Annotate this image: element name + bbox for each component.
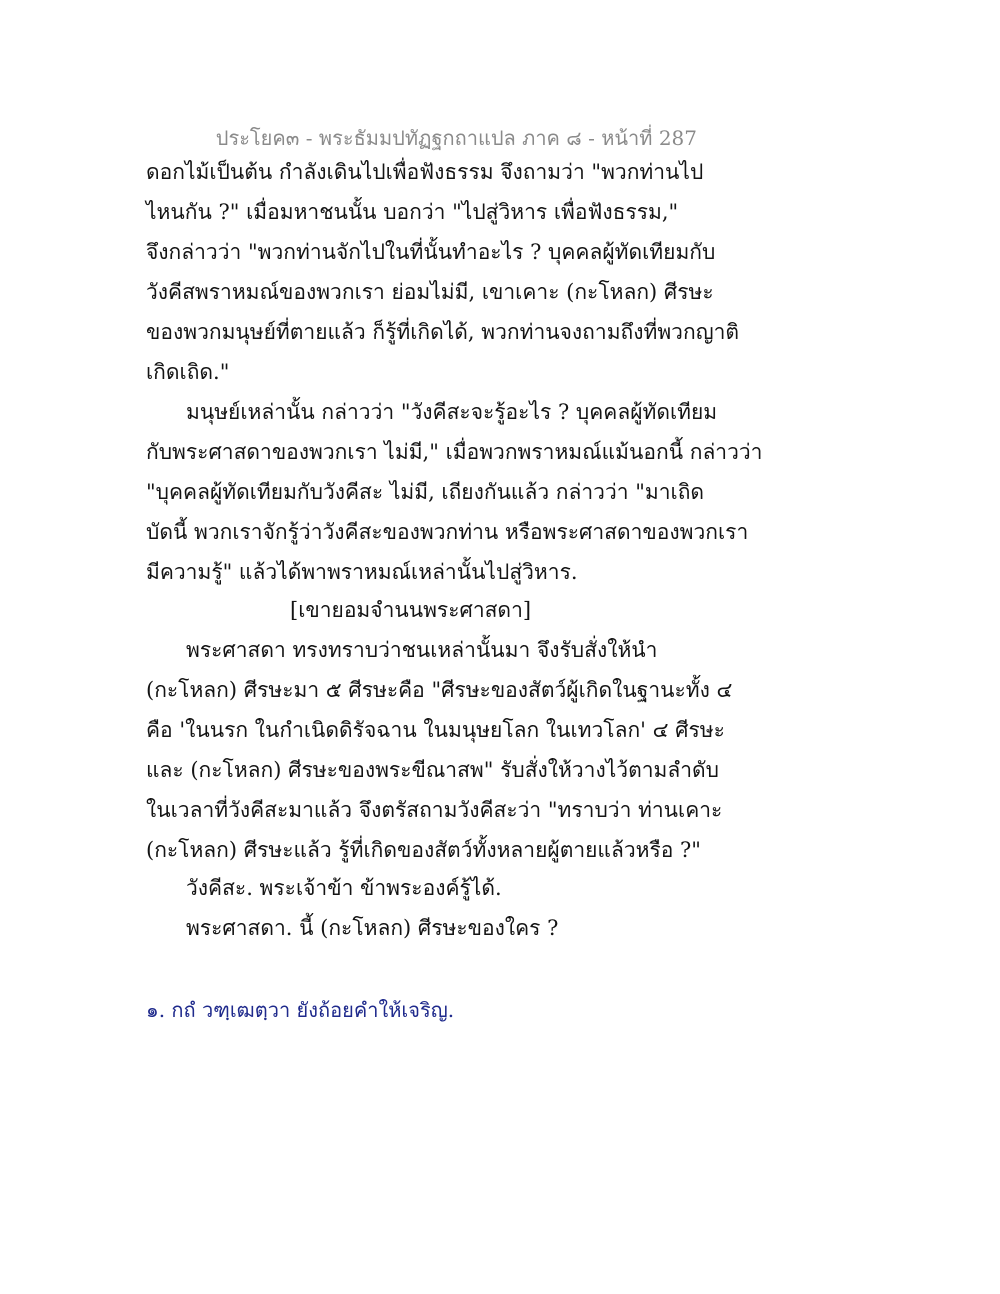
paragraph-start-line: มนุษย์เหล่านั้น กล่าวว่า "วังคีสะจะรู้อะไร ? บุคคลผู้ทัดเทียม [186,400,718,424]
text-line: และ (กะโหลก) ศีรษะของพระขีณาสพ" รับสั่งให้วางไว้ตามลำดับ [146,758,719,782]
dialogue-line: วังคีสะ. พระเจ้าข้า ข้าพระองค์รู้ได้. [186,876,502,900]
text-line: บัดนี้ พวกเราจักรู้ว่าวังคีสะของพวกท่าน หรือพระศาสดาของพวกเรา [146,520,749,544]
text-line: (กะโหลก) ศีรษะมา ๕ ศีรษะคือ "ศีรษะของสัตว์ผู้เกิดในฐานะทั้ง ๔ [146,678,733,702]
text-line: ในเวลาที่วังคีสะมาแล้ว จึงตรัสถามวังคีสะว่า "ทราบว่า ท่านเคาะ [146,798,723,822]
dialogue-line: พระศาสดา. นี้ (กะโหลก) ศีรษะของใคร ? [186,916,559,940]
text-line: กับพระศาสดาของพวกเรา ไม่มี," เมื่อพวกพราหมณ์แม้นอกนี้ กล่าวว่า [146,440,763,464]
text-line: ของพวกมนุษย์ที่ตายแล้ว ก็รู้ที่เกิดได้, พวกท่านจงถามถึงที่พวกญาติ [146,320,740,344]
text-line: "บุคคลผู้ทัดเทียมกับวังคีสะ ไม่มี, เถียงกันแล้ว กล่าวว่า "มาเถิด [146,480,705,504]
paragraph-start-line: พระศาสดา ทรงทราบว่าชนเหล่านั้นมา จึงรับสั่งให้นำ [186,638,658,662]
text-line: ไหนกัน ?" เมื่อมหาชนนั้น บอกว่า "ไปสู่วิหาร เพื่อฟังธรรม," [146,200,679,224]
running-head: ประโยค๓ - พระธัมมปทัฏฐกถาแปล ภาค ๘ - หน้าที่ 287 [215,126,697,150]
text-line: เกิดเถิด." [146,360,230,384]
text-line: จึงกล่าวว่า "พวกท่านจักไปในที่นั้นทำอะไร ? บุคคลผู้ทัดเทียมกับ [146,240,716,264]
text-line: (กะโหลก) ศีรษะแล้ว รู้ที่เกิดของสัตว์ทั้งหลายผู้ตายแล้วหรือ ?" [146,838,701,862]
footnote: ๑. กถํ วฑฺเฒตฺวา ยังถ้อยคำให้เจริญ. [146,998,455,1022]
text-line: มีความรู้" แล้วได้พาพราหมณ์เหล่านั้นไปสู่วิหาร. [146,560,578,584]
section-heading: [เขายอมจำนนพระศาสดา] [290,598,532,622]
text-line: คือ 'ในนรก ในกำเนิดดิรัจฉาน ในมนุษยโลก ในเทวโลก' ๔ ศีรษะ [146,718,725,742]
text-line: วังคีสพราหมณ์ของพวกเรา ย่อมไม่มี, เขาเคาะ (กะโหลก) ศีรษะ [146,280,714,304]
text-line: ดอกไม้เป็นต้น กำลังเดินไปเพื่อฟังธรรม จึงถามว่า "พวกท่านไป [146,160,704,184]
